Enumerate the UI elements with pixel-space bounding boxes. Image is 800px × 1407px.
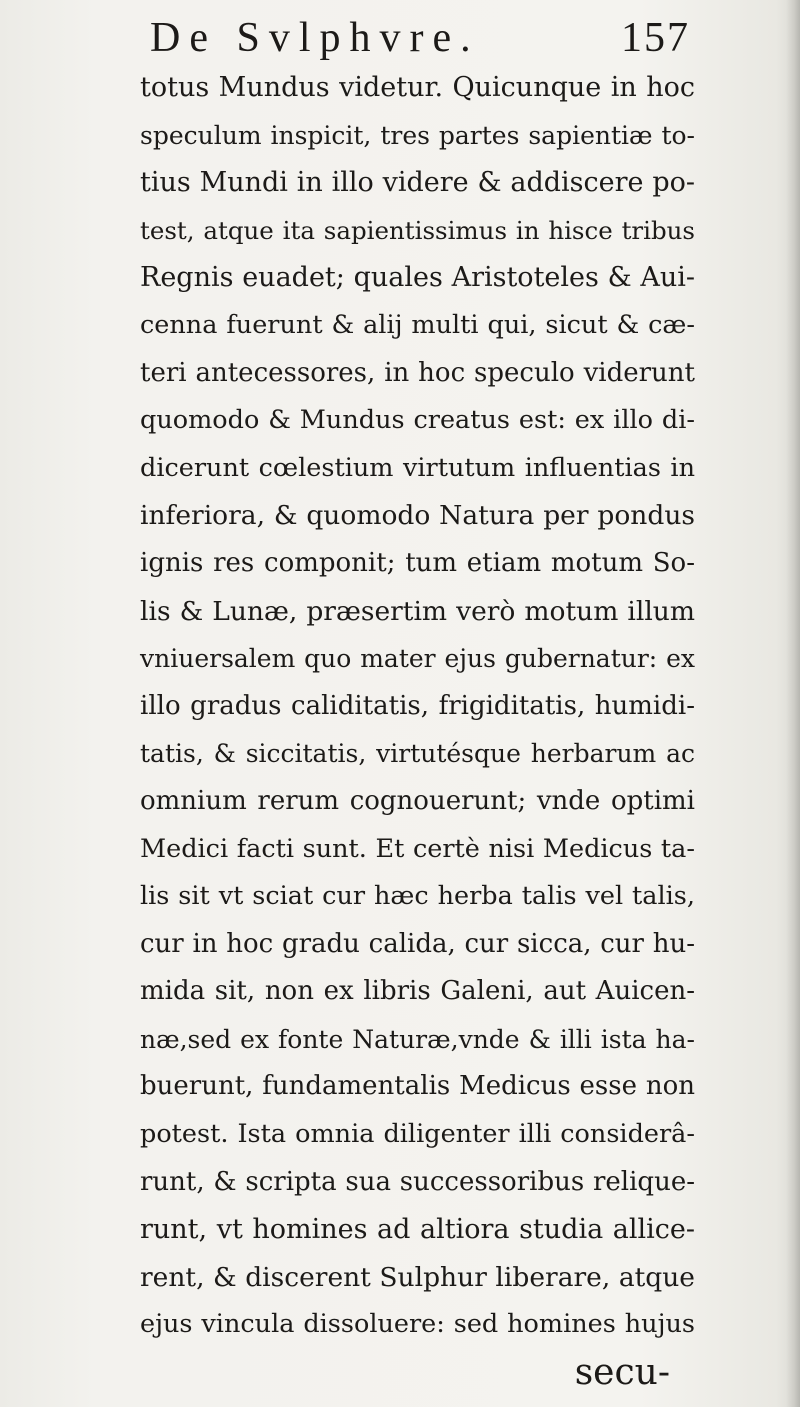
text-line: illo gradus caliditatis, frigiditatis, humidi-: [140, 690, 695, 721]
text-line: runt, vt homines ad altiora studia allice-: [140, 1214, 695, 1246]
running-header: [150, 12, 690, 64]
text-line: Regnis euadet; quales Aristoteles & Aui-: [140, 262, 695, 294]
text-line: tatis, & siccitatis, virtutésque herbarum ac: [140, 739, 695, 769]
text-line: potest. Ista omnia diligenter illi considerâ-: [140, 1119, 695, 1150]
text-line: omnium rerum cognouerunt; vnde optimi: [140, 785, 695, 816]
text-line: cur in hoc gradu calida, cur sicca, cur hu-: [140, 928, 695, 959]
catchword: secu-: [574, 1352, 670, 1394]
text-line: rent, & discerent Sulphur liberare, atque: [140, 1261, 695, 1293]
text-line: mida sit, non ex libris Galeni, aut Auicen-: [140, 976, 695, 1007]
text-line: runt, & scripta sua successoribus relique-: [140, 1166, 695, 1197]
body-text: [140, 64, 695, 1397]
text-line: teri antecessores, in hoc speculo viderunt: [140, 357, 695, 388]
page-edge-shadow: [786, 0, 800, 1407]
text-line: næ,sed ex fonte Naturæ,vnde & illi ista ha-: [140, 1024, 695, 1054]
text-line: tius Mundi in illo videre & addiscere po-: [140, 167, 695, 199]
text-line: dicerunt cœlestium virtutum influentias in: [140, 452, 695, 483]
text-line: quomodo & Mundus creatus est: ex illo di-: [140, 405, 695, 436]
running-title: De Svlphvre.: [150, 15, 480, 61]
text-line: test, atque ita sapientissimus in hisce tribus: [140, 215, 695, 245]
text-line: cenna fuerunt & alij multi qui, sicut & cæ-: [140, 309, 695, 340]
text-line: Medici facti sunt. Et certè nisi Medicus ta-: [140, 833, 695, 864]
text-line: inferiora, & quomodo Natura per pondus: [140, 500, 695, 532]
text-line: vniuersalem quo mater ejus gubernatur: ex: [140, 644, 695, 674]
text-line: lis & Lunæ, præsertim verò motum illum: [140, 595, 695, 627]
text-line: ejus vincula dissoluere: sed homines hujus: [140, 1309, 695, 1340]
text-line: lis sit vt sciat cur hæc herba talis vel talis,: [140, 881, 695, 912]
text-line: ignis res componit; tum etiam motum So-: [140, 547, 695, 578]
page-number: 157: [621, 15, 690, 61]
text-line: speculum inspicit, tres partes sapientiæ to-: [140, 120, 695, 150]
text-line: totus Mundus videtur. Quicunque in hoc: [140, 72, 695, 103]
text-line: buerunt, fundamentalis Medicus esse non: [140, 1071, 695, 1102]
